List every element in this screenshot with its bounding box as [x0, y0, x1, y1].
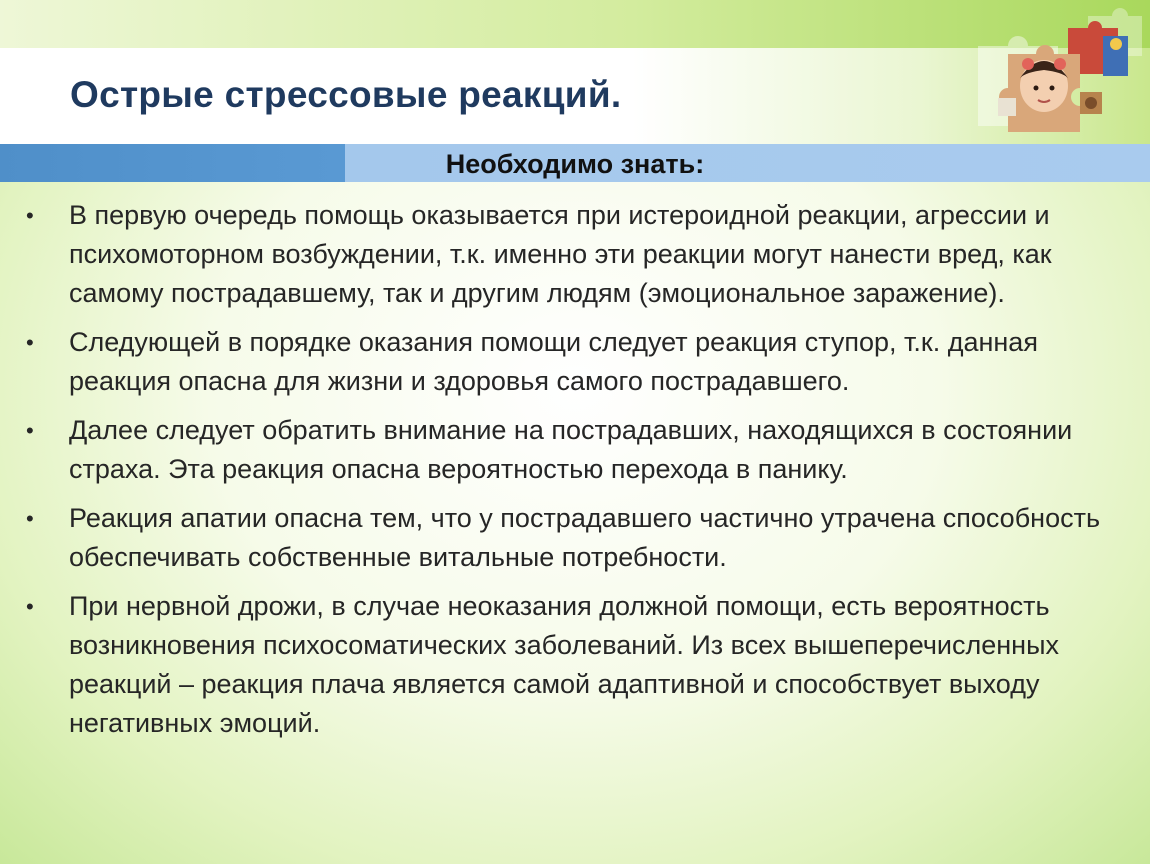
list-item-text: При нервной дрожи, в случае неоказания должной помощи, есть вероятность возникновения психосоматических заболеваний. Из всех вышеперечисленных реакций – реакция плача является самой адаптивной и способствует выходу негативных эмоций. — [69, 591, 1059, 738]
list-item — [0, 587, 1150, 743]
list-item-text: Следующей в порядке оказания помощи следует реакция ступор, т.к. данная реакция опасна для жизни и здоровья самого пострадавшего. — [69, 327, 1038, 396]
list-item — [0, 196, 1150, 313]
bullet-dot: • — [26, 418, 34, 443]
bullet-list — [0, 196, 1150, 753]
bullet-dot: • — [26, 203, 34, 228]
list-item — [0, 499, 1150, 577]
list-item — [0, 411, 1150, 489]
subheader-text: Необходимо знать: — [445, 149, 705, 179]
bullet-dot: • — [26, 506, 34, 531]
list-item-text: Реакция апатии опасна тем, что у пострадавшего частично утрачена способность обеспечивать собственные витальные потребности. — [69, 503, 1101, 572]
puzzle-photo-image — [968, 6, 1144, 138]
list-item — [0, 323, 1150, 401]
bullet-dot: • — [26, 594, 34, 619]
list-item-text: Далее следует обратить внимание на пострадавших, находящихся в состоянии страха. Эта реакция опасна вероятностью перехода в панику. — [69, 415, 1073, 484]
slide-title: Острые стрессовые реакций. — [70, 74, 622, 115]
bullet-dot: • — [26, 330, 34, 355]
list-item-text: В первую очередь помощь оказывается при истероидной реакции, агрессии и психомоторном возбуждении, т.к. именно эти реакции могут нанести вред, как самому пострадавшему, так и другим людям (эмоциональное заражение). — [69, 200, 1052, 308]
